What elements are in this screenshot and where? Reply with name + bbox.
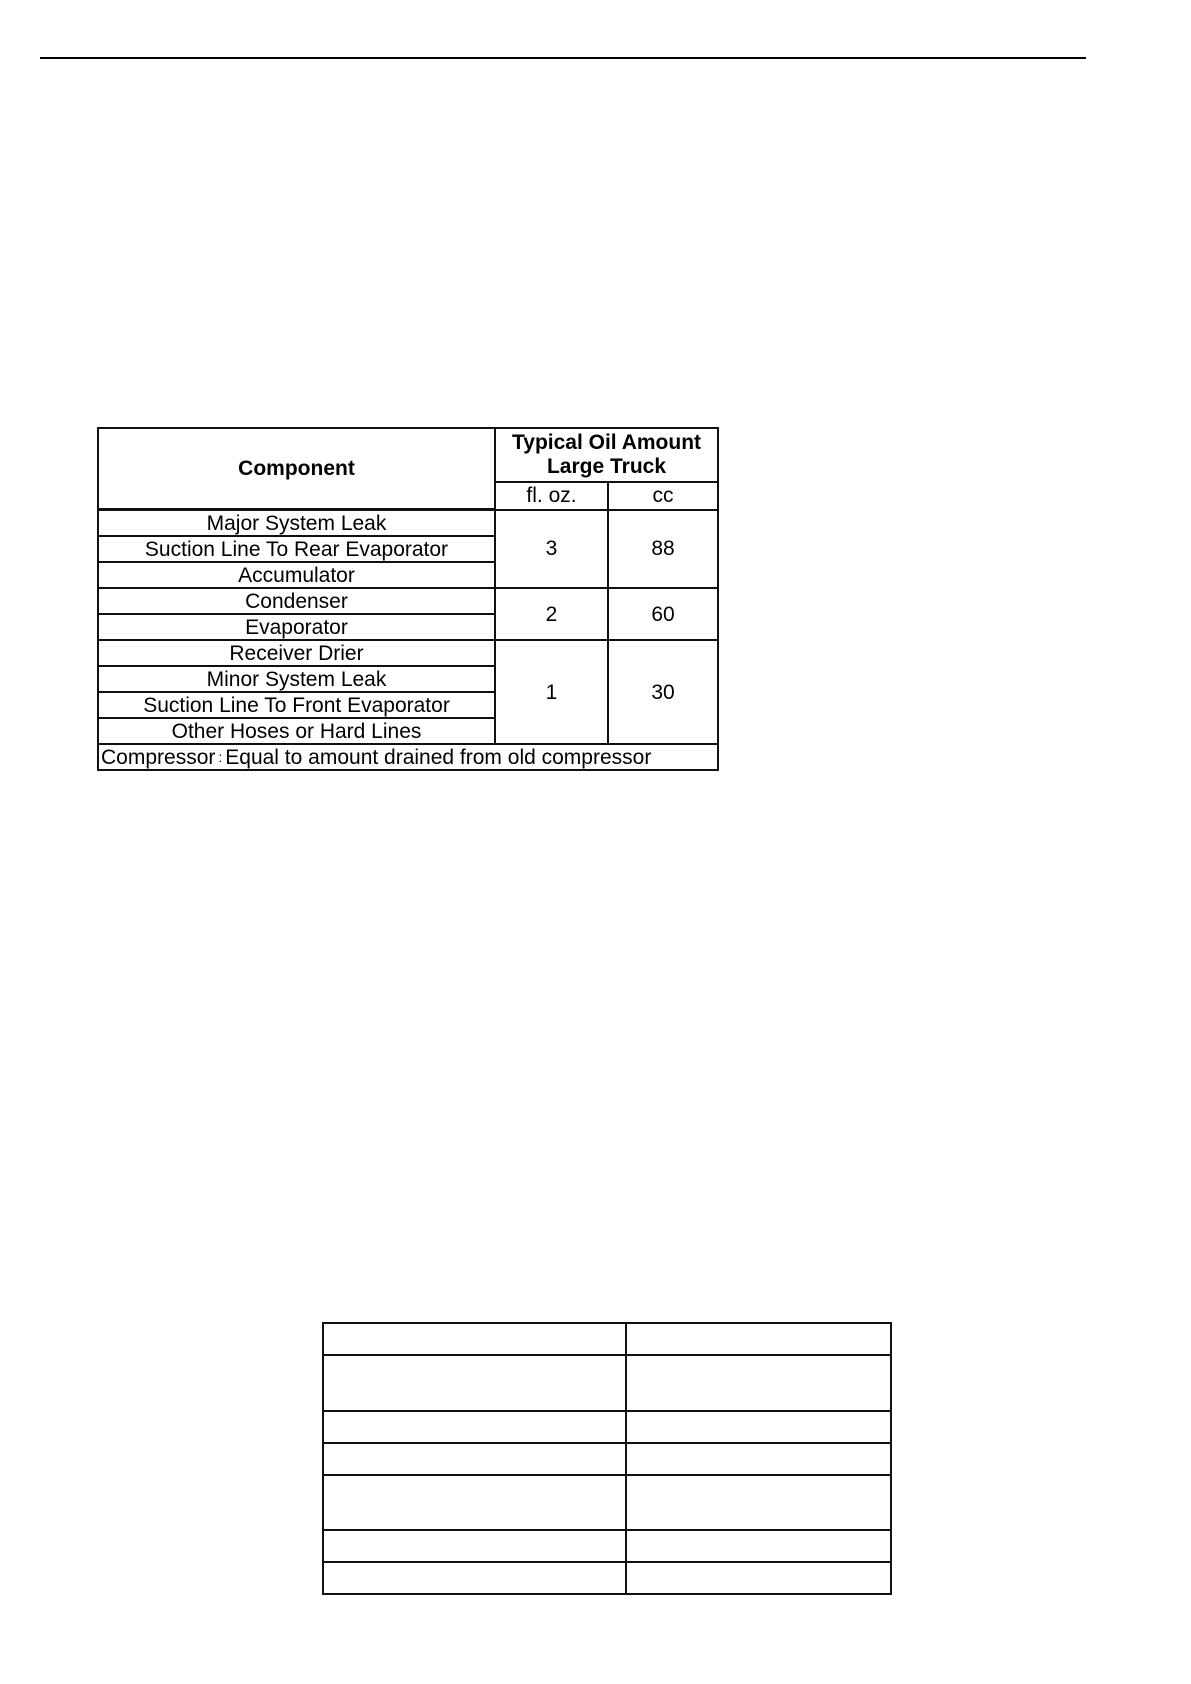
- component-cell: Suction Line To Rear Evaporator: [98, 536, 495, 562]
- floz-cell: 2: [495, 588, 608, 640]
- note-row: [98, 744, 718, 770]
- table-row: [323, 1530, 891, 1562]
- empty-cell: [323, 1475, 626, 1530]
- empty-grid-table: [322, 1322, 892, 1595]
- amount-header-line1: Typical Oil Amount: [512, 430, 702, 454]
- top-rule: [40, 57, 1086, 59]
- table-row: [323, 1562, 891, 1594]
- unit-cc-header: cc: [608, 482, 718, 510]
- empty-cell: [626, 1475, 891, 1530]
- component-cell: Receiver Drier: [98, 640, 495, 666]
- table-row: [323, 1355, 891, 1411]
- table-row: [323, 1443, 891, 1475]
- cc-cell: 88: [608, 510, 718, 589]
- component-cell: Condenser: [98, 588, 495, 614]
- component-header: Component: [98, 428, 495, 510]
- table-row: [98, 588, 718, 614]
- component-cell: Evaporator: [98, 614, 495, 640]
- floz-cell: 3: [495, 510, 608, 589]
- amount-header: [495, 428, 718, 482]
- note-label: Compressor: [101, 745, 216, 769]
- compressor-note: [98, 744, 718, 770]
- table-row: [323, 1323, 891, 1355]
- amount-header-line2: Large Truck: [546, 454, 667, 478]
- empty-cell: [626, 1323, 891, 1355]
- component-cell: Major System Leak: [98, 510, 495, 537]
- table-row: [323, 1475, 891, 1530]
- component-cell: Suction Line To Front Evaporator: [98, 692, 495, 718]
- cc-cell: 60: [608, 588, 718, 640]
- component-cell: Accumulator: [98, 562, 495, 588]
- empty-cell: [323, 1323, 626, 1355]
- empty-cell: [323, 1355, 626, 1411]
- table-row: [98, 640, 718, 666]
- table-row: [98, 510, 718, 537]
- oil-amount-table: [97, 427, 719, 771]
- note-separator: :: [218, 748, 223, 765]
- empty-cell: [323, 1411, 626, 1443]
- cc-cell: 30: [608, 640, 718, 744]
- empty-cell: [626, 1443, 891, 1475]
- empty-cell: [626, 1562, 891, 1594]
- empty-cell: [323, 1562, 626, 1594]
- floz-cell: 1: [495, 640, 608, 744]
- note-text: Equal to amount drained from old compressor: [225, 745, 652, 769]
- empty-cell: [626, 1355, 891, 1411]
- empty-cell: [626, 1411, 891, 1443]
- empty-cell: [323, 1530, 626, 1562]
- component-cell: Other Hoses or Hard Lines: [98, 718, 495, 744]
- table-row: [323, 1411, 891, 1443]
- empty-cell: [323, 1443, 626, 1475]
- component-cell: Minor System Leak: [98, 666, 495, 692]
- unit-floz-header: fl. oz.: [495, 482, 608, 510]
- empty-cell: [626, 1530, 891, 1562]
